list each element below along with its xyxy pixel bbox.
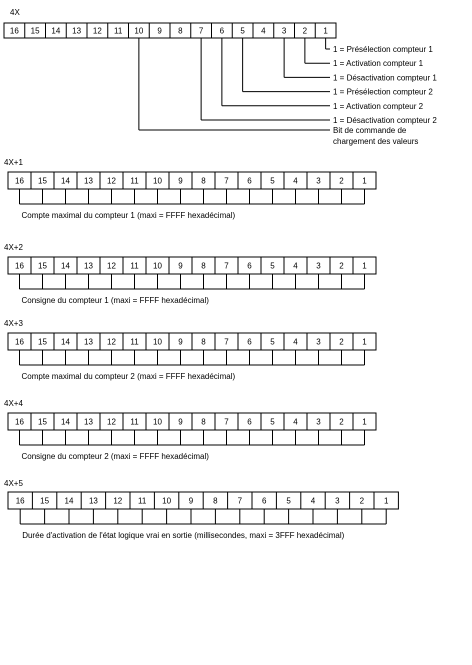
bit-cell-label: 4 bbox=[261, 26, 266, 36]
bit-cell-label: 16 bbox=[15, 337, 24, 347]
callout-text: 1 = Désactivation compteur 1 bbox=[333, 73, 437, 83]
bit-cell-label: 8 bbox=[213, 496, 218, 506]
bit-cell-label: 12 bbox=[113, 496, 123, 506]
bit-cell-label: 3 bbox=[316, 417, 321, 427]
bit-cell-label: 16 bbox=[15, 261, 24, 271]
register-4x-plus-1 bbox=[4, 158, 376, 220]
callout-text: 1 = Activation compteur 1 bbox=[333, 59, 424, 69]
bit-cell-label: 9 bbox=[178, 417, 183, 427]
bit-cell-label: 8 bbox=[201, 261, 206, 271]
register-label: 4X+4 bbox=[4, 399, 23, 408]
register-description: Compte maximal du compteur 2 (maxi = FFFF hexadécimal) bbox=[21, 372, 236, 381]
bit-cell-label: 11 bbox=[113, 26, 123, 36]
bit-cell-label: 2 bbox=[302, 26, 308, 36]
bit-cell-label: 8 bbox=[178, 26, 183, 36]
bit-cell-label: 16 bbox=[15, 417, 24, 427]
register-4x-plus-4 bbox=[4, 399, 376, 461]
bit-cell-label: 6 bbox=[247, 417, 252, 427]
bit-cell-label: 15 bbox=[40, 496, 50, 506]
callout-text: 1 = Désactivation compteur 2 bbox=[333, 116, 437, 125]
bit-cell-label: 12 bbox=[107, 261, 116, 271]
bit-cell-label: 8 bbox=[201, 337, 206, 347]
bit-cell-label: 6 bbox=[247, 176, 252, 186]
bit-cell-label: 15 bbox=[38, 261, 47, 271]
register-4x-plus-2 bbox=[4, 243, 376, 305]
bit-cell-label: 13 bbox=[72, 26, 82, 36]
bit-cell-label: 15 bbox=[30, 26, 40, 36]
bit-cell-label: 6 bbox=[219, 26, 225, 36]
bit-cell-label: 10 bbox=[153, 261, 162, 271]
bit-cell-label: 14 bbox=[61, 337, 70, 347]
bit-cell-label: 4 bbox=[293, 176, 298, 186]
bit-cell-label: 3 bbox=[316, 261, 321, 271]
register-description: Consigne du compteur 2 (maxi = FFFF hexadécimal) bbox=[21, 452, 209, 461]
bit-cell-label: 16 bbox=[15, 176, 24, 186]
bit-cell-label: 14 bbox=[61, 176, 70, 186]
bit-cell-label: 14 bbox=[61, 417, 70, 427]
bit-cell-label: 5 bbox=[270, 417, 275, 427]
bit-cell-label: 13 bbox=[84, 417, 93, 427]
register-4x-plus-3 bbox=[4, 319, 376, 381]
bit-cell-label: 1 bbox=[362, 417, 367, 427]
bit-cell-label: 8 bbox=[201, 417, 206, 427]
bit-cell-label: 16 bbox=[9, 26, 19, 36]
bit-cell-label: 5 bbox=[270, 176, 275, 186]
register-label: 4X+5 bbox=[4, 479, 23, 488]
bit-cell-label: 4 bbox=[293, 261, 298, 271]
callout-text: Bit de commande de bbox=[333, 126, 407, 135]
bit-cell-label: 10 bbox=[153, 417, 162, 427]
callout-text: chargement des valeurs bbox=[333, 137, 419, 146]
bit-cell-label: 12 bbox=[107, 176, 116, 186]
bit-cell-label: 3 bbox=[335, 496, 340, 506]
bit-cell-label: 12 bbox=[107, 337, 116, 347]
bit-cell-label: 13 bbox=[84, 176, 93, 186]
bit-cell-label: 1 bbox=[383, 496, 389, 506]
bit-cell-label: 2 bbox=[359, 496, 365, 506]
bit-cell-label: 11 bbox=[130, 417, 139, 427]
bit-cell-label: 6 bbox=[261, 496, 267, 506]
bit-cell-label: 11 bbox=[130, 337, 139, 347]
bit-cell-label: 4 bbox=[293, 337, 298, 347]
bit-cell-label: 1 bbox=[362, 176, 367, 186]
bit-cell-label: 7 bbox=[224, 337, 229, 347]
bit-cell-label: 2 bbox=[339, 261, 344, 271]
bit-cell-label: 2 bbox=[339, 417, 344, 427]
bit-cell-label: 4 bbox=[293, 417, 298, 427]
callout-text: 1 = Présélection compteur 1 bbox=[333, 45, 433, 54]
bit-cell-label: 12 bbox=[92, 26, 102, 36]
register-4x bbox=[4, 8, 437, 146]
bit-cell-label: 8 bbox=[201, 176, 206, 186]
bit-cell-label: 12 bbox=[107, 417, 116, 427]
bit-cell-label: 15 bbox=[38, 417, 47, 427]
bit-cell-label: 4 bbox=[310, 496, 316, 506]
bit-cell-label: 7 bbox=[224, 417, 229, 427]
bit-cell-label: 5 bbox=[270, 337, 275, 347]
bit-cell-label: 11 bbox=[130, 261, 139, 271]
bit-cell-label: 9 bbox=[157, 26, 162, 36]
register-description: Compte maximal du compteur 1 (maxi = FFFF hexadécimal) bbox=[21, 211, 236, 220]
bit-cell-label: 14 bbox=[64, 496, 74, 506]
bit-cell-label: 15 bbox=[38, 337, 47, 347]
bit-cell-label: 10 bbox=[153, 176, 162, 186]
bit-cell-label: 11 bbox=[130, 176, 139, 186]
bit-cell-label: 3 bbox=[316, 337, 321, 347]
bit-cell-label: 9 bbox=[178, 261, 183, 271]
bit-cell-label: 2 bbox=[339, 337, 344, 347]
bit-cell-label: 10 bbox=[153, 337, 162, 347]
bit-cell-label: 1 bbox=[323, 26, 328, 36]
bit-cell-label: 15 bbox=[38, 176, 47, 186]
bit-cell-label: 13 bbox=[88, 496, 98, 506]
bit-cell-label: 6 bbox=[247, 261, 252, 271]
register-description: Durée d'activation de l'état logique vrai en sortie (millisecondes, maxi = 3FFF hexadécimal) bbox=[22, 531, 345, 540]
callout-text: 1 = Présélection compteur 2 bbox=[333, 87, 433, 97]
register-description: Consigne du compteur 1 (maxi = FFFF hexadécimal) bbox=[21, 296, 209, 305]
bit-cell-label: 7 bbox=[224, 176, 229, 186]
register-4x-plus-5 bbox=[4, 479, 398, 540]
bit-cell-label: 7 bbox=[198, 26, 204, 36]
bit-cell-label: 11 bbox=[138, 496, 147, 506]
bit-cell-label: 3 bbox=[316, 176, 321, 186]
callout-text: 1 = Activation compteur 2 bbox=[333, 101, 424, 111]
bit-cell-label: 5 bbox=[240, 26, 245, 36]
bit-cell-label: 7 bbox=[224, 261, 229, 271]
bit-cell-label: 13 bbox=[84, 261, 93, 271]
bit-cell-label: 1 bbox=[362, 337, 367, 347]
bit-cell-label: 9 bbox=[178, 337, 183, 347]
register-label: 4X+2 bbox=[4, 243, 23, 252]
bit-cell-label: 6 bbox=[247, 337, 252, 347]
bit-cell-label: 14 bbox=[61, 261, 70, 271]
bit-cell-label: 7 bbox=[237, 496, 243, 506]
bit-cell-label: 10 bbox=[162, 496, 172, 506]
bit-cell-label: 16 bbox=[15, 496, 25, 506]
bit-cell-label: 10 bbox=[134, 26, 144, 36]
bit-cell-label: 3 bbox=[281, 26, 287, 36]
bit-cell-label: 2 bbox=[339, 176, 344, 186]
bit-cell-label: 9 bbox=[188, 496, 194, 506]
bit-cell-label: 5 bbox=[286, 496, 291, 506]
register-label: 4X bbox=[10, 8, 20, 17]
bit-cell-label: 5 bbox=[270, 261, 275, 271]
bit-cell-label: 1 bbox=[362, 261, 367, 271]
bit-cell-label: 13 bbox=[84, 337, 93, 347]
bit-cell-label: 9 bbox=[178, 176, 183, 186]
register-label: 4X+1 bbox=[4, 158, 23, 167]
bit-cell-label: 14 bbox=[51, 26, 61, 36]
register-label: 4X+3 bbox=[4, 319, 23, 328]
